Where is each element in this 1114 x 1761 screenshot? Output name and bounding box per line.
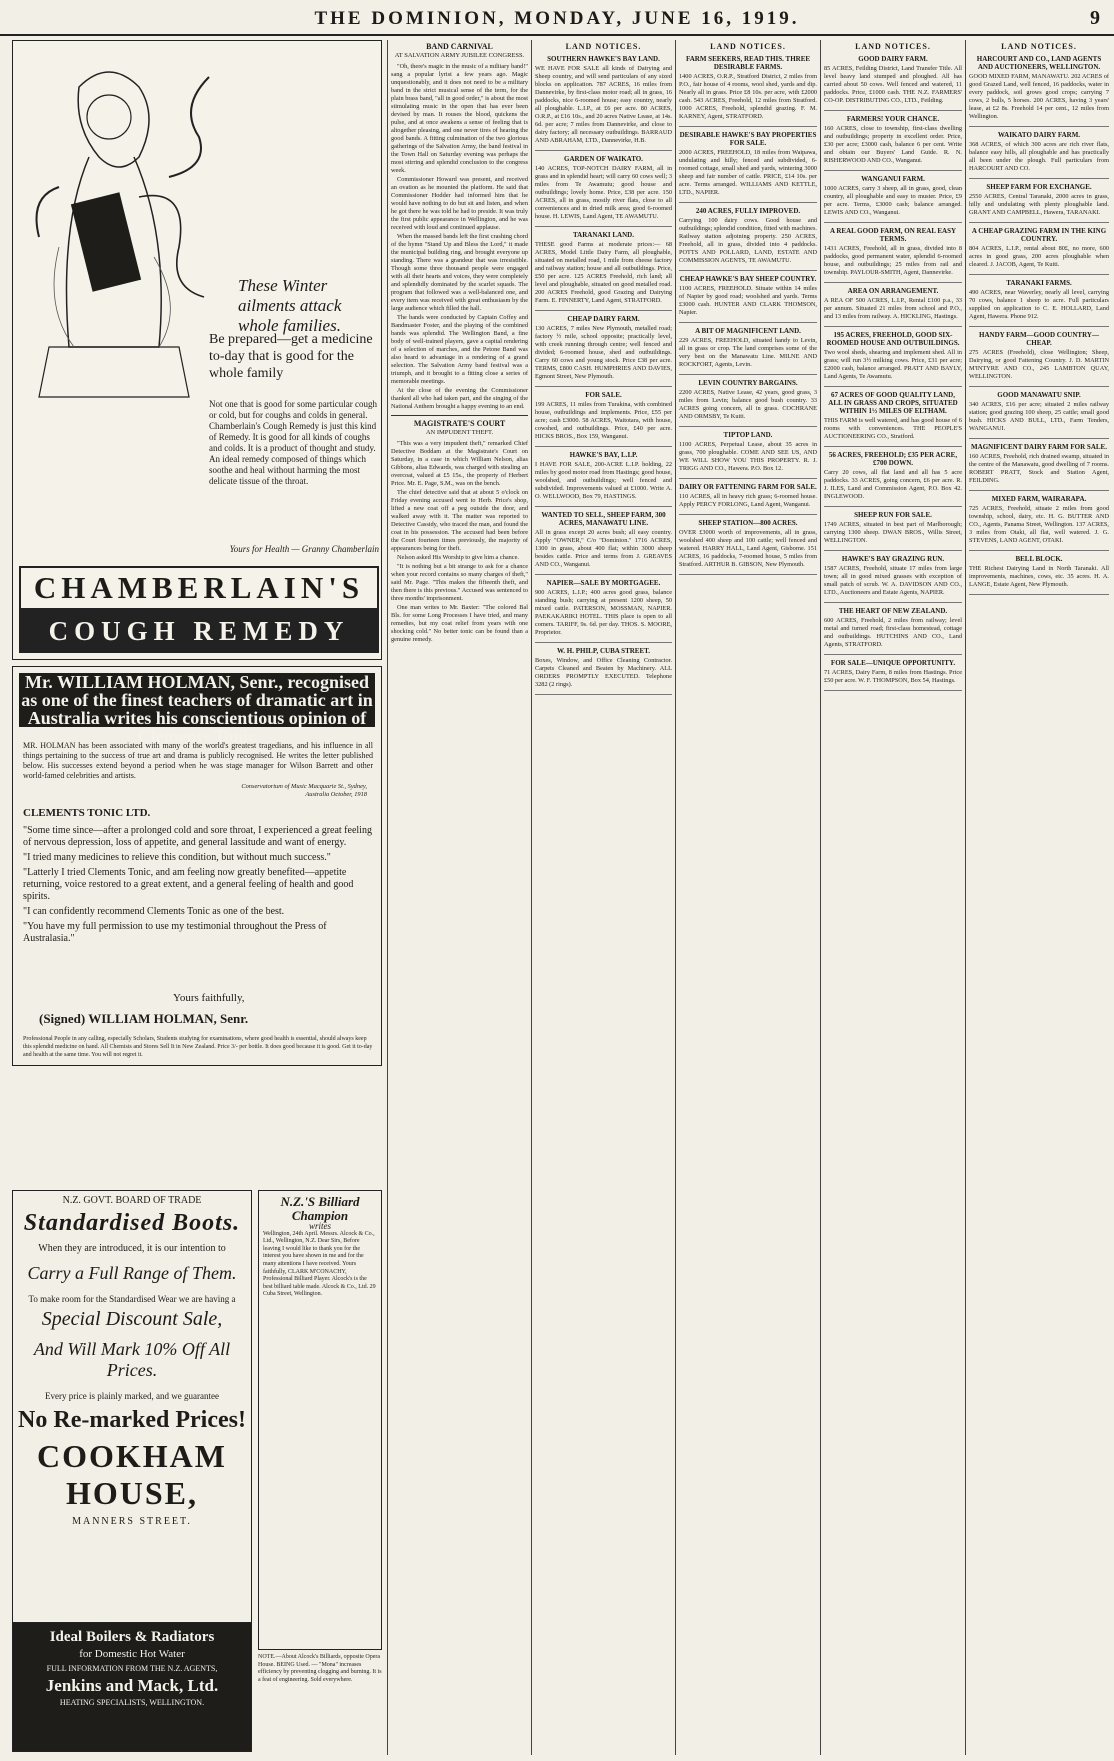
boots-line: When they are introduced, it is our intention to [38,1243,226,1254]
notice-body: 1400 ACRES, O.R.P., Stratford District, 2 miles from P.O., fair house of 4 rooms, wool shed, yards and dip. Nearly all in grass. Price £8 10s. per acre, with £2000 cash. 543 ACRES, Freehold, 12 miles from Stratford. 1000 ACRES, Freehold, splendid grazing. F. M. KARNEY, Agent, STRATFORD. [679,73,817,120]
land-notice [969,131,1109,179]
land-notice [824,115,962,171]
column-rule [965,40,966,1755]
chamberlain-body: Not one that is good for some particular cough or cold, but for coughs and colds in general. Chamberlain's Cough Remedy is just this kind of Remedy. It is good for all kinds of coughs and colds. It is a product of thought and study. An ideal remedy composed of things which soothe and heal without harming the most delicate tissue of the throat. [209,399,377,486]
land-notice [679,55,817,127]
boots-line: No Re-marked Prices! [18,1407,246,1433]
notice-body: 600 ACRES, Freehold, 2 miles from railway; level metal and turned road; first-class homestead, cottage and outbuildings. HUTCHINS AND CO., Land Agents, STRATFORD. [824,617,962,648]
notice-body: OVER £3000 worth of improvements, all in grass, woolshed 400 sheep and 100 cattle; well fenced and watered. HARRY HALL, Land Agent, Gisborne. 151 ACRES, 16 paddocks, 7-roomed house, 5 miles from Stratford. ARTHUR B. GIBSON, New Plymouth. [679,529,817,568]
article-paragraph: "This was a very impudent theft," remarked Chief Detective Boddam at the Magistrate's Court on Saturday, in a case in which William Nelson, alias Gibbons, alias Edwards, was charged with stealing an overcoat, valued at £5 15s., the property of Herbert Price. Mr. E. Page, S.M., was on the bench. [391,440,528,487]
notice-body: Boxes, Window, and Office Cleaning Contractor. Carpets Cleaned and Beaten by Machinery. ALL ORDERS PROMPTLY EXECUTED. Telephone 3282 (2 rings). [535,657,672,688]
notice-heading: HAWKE'S BAY GRAZING RUN. [841,555,945,563]
chamberlain-advertisement [12,40,382,660]
land-notice [969,555,1109,595]
page-number: 9 [1090,7,1100,29]
notice-body: Carrying 100 dairy cows. Good house and outbuildings; splendid condition, fitted with machines. Railway station adjoining property. 250 ACRES, Freehold, all in grass, divided into 4 paddocks. POTTS AND POLLARD, LAND, ESTATE AND COMMISSION AGENTS, TE AWAMUTU. [679,217,817,264]
land-notice [824,511,962,551]
land-notice [679,207,817,271]
notice-body: 490 ACRES, near Waverley, nearly all level, carrying 70 cows, balance 1 sheep to acre. Full particulars supplied on application to C. E. HOLLARD, Land Agent, Hawera. Phone 912. [969,289,1109,320]
article-paragraph: Commissioner Howard was present, and received an ovation as he mounted the platform. He said that Commissioner Hodder had informed him that he would have nothing to do but sit and listen, and when he got there he was told he had to preside. It was truly the first public appearance in Wellington, and he was received with loud and continued applause. [391,176,528,231]
column-rule [387,40,388,1755]
land-notice [969,227,1109,275]
notice-body: 160 ACRES, Freehold, rich drained swamp, situated in the centre of the Manawatu, good dwelling of 7 rooms. ROBERT PRATT, Stock and Station Agent, FEILDING. [969,453,1109,484]
clements-banner: Mr. WILLIAM HOLMAN, Senr., recognised as one of the finest teachers of dramatic art in Australia writes his conscientious opinion of Clements Tonic [19,673,375,727]
chamberlain-brand: CHAMBERLAIN'S [19,566,379,610]
land-notice [969,279,1109,327]
land-notice [824,227,962,283]
notice-body: 1587 ACRES, Freehold, situate 17 miles from large town; all in good mixed grasses with exception of small patch of scrub. W. A. DAVIDSON AND CO., LTD., Auctioneers and Estate Agents, NAPIER. [824,565,962,596]
notice-heading: SOUTHERN HAWKE'S BAY LAND. [547,55,660,63]
column-rule [531,40,532,1755]
land-notices-column [969,40,1109,1755]
notice-body: 368 ACRES, of which 300 acres are rich river flats, balance easy hills, all ploughable and has practically all been under the plough. Full particulars from HARCOURT AND CO. [969,141,1109,172]
notice-body: THIS FARM is well watered, and has good house of 6 rooms with conveniences. THE PEOPLE'S AUCTIONEERING CO., Stratford. [824,417,962,440]
boiler-line: HEATING SPECIALISTS, WELLINGTON. [59,1698,205,1707]
notice-body: THE Richest Dairying Land in North Taranaki. All improvements, machines, cows, etc. 35 acres. H. A. LANGE, Estate Agent, New Plymouth. [969,565,1109,588]
notice-body: 275 ACRES (Freehold), close Wellington; Sheep, Dairying, or good Fattening Country. J. D. MARTIN M'INTYRE AND CO., 245 LAMBTON QUAY, WELLINGTON. [969,349,1109,380]
notice-body: 85 ACRES, Feilding District, Land Transfer Title. All level heavy land stumped and ploughed. All has carried about 50 cows. Well fenced and watered, 11 paddocks. Price, £1000 cash. THE N.Z. FARMERS' CO-OP. DISTRIBUTING CO., LTD., Feilding. [824,65,962,104]
article-paragraph: At the close of the evening the Commissioner thanked all who had taken part, and the singing of the National Anthem brought a happy evening to an end. [391,387,528,410]
notice-heading: TIPTOP LAND. [723,431,773,439]
boots-line: N.Z. GOVT. BOARD OF TRADE [62,1195,202,1206]
notice-heading: 67 ACRES OF GOOD QUALITY LAND, ALL IN GRASS AND CROPS, SITUATED WITHIN 1½ MILES OF ELTHAM. [828,391,958,415]
boiler-company: Jenkins and Mack, Ltd. [45,1676,219,1695]
boots-line: Special Discount Sale, [41,1308,223,1330]
notice-body: 1000 ACRES, carry 3 sheep, all in grass, good, clean country, all ploughable and easy to muster. Price, £9 per acre. Terms, £3000 cash; balance arranged. LEWIS AND CO., Wanganui. [824,185,962,216]
land-notice [679,519,817,575]
column-rule [675,40,676,1755]
notice-heading: DAIRY OR FATTENING FARM FOR SALE. [679,483,817,491]
bottom-note: NOTE.—About Alcock's Billiards, opposite Opera House. BEING Used. — "Mona" increases efficiency by preventing clogging and burning. It is a feat of engineering. Sold everywhere. [258,1654,382,1683]
boiler-line: FULL INFORMATION FROM THE N.Z. AGENTS, [46,1664,218,1673]
notice-heading: MIXED FARM, WAIRARAPA. [991,495,1087,503]
notice-heading: FOR SALE. [585,391,622,399]
notice-body: 2200 ACRES, Native Lease, 42 years, good grass, 3 miles from Levin; balance good bush country. 33 ACRES going concern, all in grass. COCHRANE AND ORMSBY, Te Kuiti. [679,389,817,420]
notice-heading: WANTED TO SELL, SHEEP FARM, 300 ACRES, MANAWATU LINE. [541,511,666,527]
notice-body: 2000 ACRES, FREEHOLD, 18 miles from Waipawa, undulating and hilly; fenced and subdivided, 6-roomed cottage, small shed and yards, wintering 3000 sheep and fair number of cattle. PRICE, £14 10s. per acre. Terms arranged. WILLIAMS AND KETTLE, LTD., NAPIER. [679,149,817,196]
notice-body: 140 ACRES, TOP-NOTCH DAIRY FARM, all in grass and in splendid heart; will carry 60 cows well; 3 miles from Te Awamutu; good house and outbuildings; lovely home. Price, £38 per acre. 150 ACRES, all in grass, mostly river flats, close to all conveniences and in dried milk area; good 6-roomed house. H. LEWIS, Land Agent, TE AWAMUTU. [535,165,672,220]
boiler-advertisement [12,1622,252,1752]
notice-body: I HAVE FOR SALE, 200-ACRE L.I.P. holding, 22 miles by good motor road from Hastings; good house, woolshed, and outbuildings; well fenced and subdivided. Improvements valued at £1000. Write A. O. WELLWOOD, Box 79, HASTINGS. [535,461,672,500]
letter-paragraph: "You have my full permission to use my testimonial throughout the Press of Australasia." [23,921,327,944]
notice-heading: MAGNIFICENT DAIRY FARM FOR SALE. [971,443,1107,451]
notice-heading: TARANAKI LAND. [573,231,634,239]
land-notice [535,511,672,575]
article-paragraph: Nelson asked His Worship to give him a chance. [397,554,519,561]
section-divider [391,415,528,416]
chamberlain-headline: These Winter ailments attack whole families. [238,276,342,335]
notice-heading: NAPIER—SALE BY MORTGAGEE. [546,579,661,587]
notice-heading: THE HEART OF NEW ZEALAND. [838,607,948,615]
notice-heading: FOR SALE—UNIQUE OPPORTUNITY. [830,659,956,667]
land-notice [824,607,962,655]
notice-heading: WANGANUI FARM. [861,175,925,183]
notice-body: 110 ACRES, all in heavy rich grass; 6-roomed house. Apply PERCY FORLONG, Land Agent, Wanganui. [679,493,817,508]
clements-footer: Professional People in any calling, especially Scholars, Students studying for examinations, where good health is essential, should always keep this splendid medicine on hand. All Chemists and Stores Sell It in New Zealand. Price 3/- per bottle. It does good because it is good. Get it to-day and health at the same time. You will not regret it. [23,1036,373,1058]
notice-heading: 195 ACRES, FREEHOLD, GOOD SIX-ROOMED HOUSE AND OUTBUILDINGS. [826,331,960,347]
notice-heading: FARMERS! YOUR CHANCE. [846,115,940,123]
article-paragraph: "It is nothing but a bit strange to ask for a chance when your record contains so many charges of theft," said Mr. Page. "This makes the fifteenth theft, and then there is this previous." Accused was sentenced to three months' imprisonment. [391,563,528,602]
clements-intro: MR. HOLMAN has been associated with many of the world's greatest tragedians, and his influence in all things pertaining to the success of true art and drama is publicly recognised. He writes the letter published below. His successes extend beyond a period when he was stage manager for Wilson Barrett and other world-famed celebrities and artists. [23,741,373,780]
land-notice [535,231,672,311]
notice-heading: BELL BLOCK. [1015,555,1063,563]
notice-body: A REA OF 500 ACRES, L.I.P., Rental £100 p.a., 33 per annum. Situated 21 miles from school and P.O., and 13 miles from railway. A. HICKLING, Hastings. [824,297,962,320]
letter-paragraph: "Latterly I tried Clements Tonic, and am feeling now greatly benefited—appetite returning, voice restored to a great extent, and a general feeling of health and good spirits. [23,867,354,902]
notice-body: 160 ACRES, close to township, first-class dwelling and outbuildings; property in excellent order. Price, £30 per acre; £3000 cash, balance 6 per cent. Write and obtain our Buyers' Land Guide. R. N. RISHERWOOD AND CO., Wanganui. [824,125,962,164]
letter-paragraph: "I tried many medicines to relieve this condition, but without much success." [23,852,331,863]
article-paragraph: The bands were conducted by Captain Coffey and Bandmaster Foster, and the playing of the combined bands was splendid. The Wellington Band, a fine body of well-trained players, gave a capital rendering of a selection of marches, and the Petone Band was also heard to advantage in a rendering of a grand selection. The Salvation Army band festival was a triumph, and it brought to a fitting close a series of memorable meetings. [391,314,528,385]
land-notice [535,315,672,387]
land-notice [679,275,817,323]
land-notice [535,579,672,643]
notice-body: 340 ACRES, £16 per acre; situated 2 miles railway station; good grazing 100 sheep, 25 cattle; small good bush. HICKS AND BULL, LTD., Farm Tenders, WANGANUI. [969,401,1109,432]
land-notice [535,391,672,447]
notice-body: WE HAVE FOR SALE all kinds of Dairying and Sheep country, and will send particulars of any sized blocks on application. 787 ACRES, 16 miles from Dannevirke, by first-class motor road; all in grass, 16 paddocks, nice 6-roomed house; easy country, nearly all ploughable. L.I.P., at £6 per acre. 80 ACRES, O.R.P., at £16 10s., and 20 acres Native Lease, at 14s. 6d. per acre; 7 miles from Dannevirke, and close to dairy factory; all necessary outbuildings. BARRAUD AND ABRAHAM, LTD., Dannevirke, H.B. [535,65,672,144]
clements-signature: (Signed) WILLIAM HOLMAN, Senr. [39,1011,249,1026]
magistrates-court-article [391,420,528,644]
column-header: LAND NOTICES. [1001,42,1077,51]
column-header: LAND NOTICES. [855,42,931,51]
notice-body: 130 ACRES, 7 miles New Plymouth, metalled road; factory ½ mile, school opposite; practically level, with creek running through centre; well fenced and divided; 6-roomed house, shed and outbuildings. Carry 60 cows and young stock. Price £38 per acre. TERMS, £800 CASH. HUMPHRIES AND DAVIES, Egmont Street, New Plymouth. [535,325,672,380]
chamberlain-signoff: Yours for Health — Granny Chamberlain [229,544,379,554]
land-notices-column [535,40,672,1755]
notice-heading: HARCOURT AND CO., LAND AGENTS AND AUCTIONEERS, WELLINGTON. [976,55,1102,71]
land-notices-column [824,40,962,1755]
article-title: MAGISTRATE'S COURT [413,419,506,428]
land-notice [824,55,962,111]
letter-paragraph: "Some time since—after a prolonged cold and sore throat, I experienced a great feeling of nervous depression, loss of appetite, and general lassitude and want of energy. [23,825,372,848]
land-notice [969,443,1109,491]
notice-heading: W. H. PHILP, CUBA STREET. [556,647,651,655]
notice-body: Carry 20 cows, all flat land and all has 5 acre paddocks. 33 ACRES, going concern, £6 per acre. R. J. ILES, Land and Commission Agent, P.O. Box 42. INGLEWOOD. [824,469,962,500]
article-subtitle: AT SALVATION ARMY JUBILEE CONGRESS. [394,52,525,59]
notice-heading: CHEAP DAIRY FARM. [567,315,640,323]
land-notice [969,55,1109,127]
granny-illustration [19,47,215,407]
land-notice [535,155,672,227]
notice-heading: SHEEP STATION—800 ACRES. [698,519,798,527]
notice-heading: 56 ACRES, FREEHOLD; £35 PER ACRE, £700 DOWN. [828,451,958,467]
billiard-title: N.Z.'S Billiard Champion [280,1194,360,1223]
notice-heading: A REAL GOOD FARM, ON REAL EASY TERMS. [829,227,957,243]
boots-line: Carry a Full Range of Them. [27,1263,237,1283]
clements-company: CLEMENTS TONIC LTD. [23,807,151,819]
land-notice [679,431,817,479]
land-notice [969,183,1109,223]
news-column [391,40,528,1755]
clements-letter [23,825,373,948]
land-notice [535,55,672,151]
notice-body: THESE good Farms at moderate prices:— 68 ACRES, Model Little Dairy Farm, all ploughable, situated on metalled road, 1 mile from cheese factory and railway station; house and all outbuildings. Price, £50 per acre. 125 ACRES Freehold, rich land; all level and ploughable, situated on good metalled road. 200 ACRES Freehold, good Grazing and Dairying Farm. E. FINNERTY, Land Agent, STRATFORD. [535,241,672,304]
land-notice [969,495,1109,551]
notice-heading: GOOD DAIRY FARM. [858,55,928,63]
chamberlain-product: COUGH REMEDY [19,609,379,653]
column-header: LAND NOTICES. [565,42,642,51]
notice-body: 229 ACRES, FREEHOLD, situated handy to Levin, all in grass or crop. The land comprises some of the very best on the Manawatu Line. MILNE AND ROCKFORT, Agents, Levin. [679,337,817,368]
boots-line: To make room for the Standardised Wear we are having a [28,1294,236,1304]
notice-body: 1100 ACRES, FREEHOLD. Situate within 14 miles of Napier by good road; woolshed and yards. Terms £3000 cash. HUNTER AND CLARK THOMSON, Napier. [679,285,817,316]
article-paragraph: When the massed bands left the first crashing chord of the hymn "Stand Up and Bless the Lord," it made the municipal building ring, and brought everyone up standing. There was a grandeur that was irresistible. Though some three thousand people were engaged with all their hearts and voices, they were completely and splendidly dominated by the scarlet squads. The program that followed was a well-balanced one, and every item was received with great enthusiasm by the large audience which filled the hall. [391,233,528,312]
notice-body: 1431 ACRES, Freehold, all in grass, divided into 8 paddocks, good permanent water, splendid 6-roomed house, and outbuildings; 25 miles from rail and township. PAYLOUR-SMITH, Agent, Dannevirke. [824,245,962,276]
boots-store-name: COOKHAM HOUSE, [37,1438,227,1511]
band-carnival-article [391,43,528,411]
notice-body: 900 ACRES, L.I.P.; 400 acres good grass, balance standing bush; carrying at present 1200 sheep, 50 mixed cattle. PATERSON, MOSSMAN, NAPIER. PAEKAKARIKI HOTEL. THIS place is open to all comers. TARIFF, 9s. 6d. per day. THOS. S. MOORE, Proprietor. [535,589,672,636]
notice-heading: 240 ACRES, FULLY IMPROVED. [695,207,801,215]
notice-heading: WAIKATO DAIRY FARM. [997,131,1081,139]
land-notice [969,391,1109,439]
column-header: LAND NOTICES. [710,42,786,51]
notice-heading: HAWKE'S BAY, L.I.P. [569,451,638,459]
notice-heading: GARDEN OF WAIKATO. [564,155,643,163]
notice-body: 1749 ACRES, situated in best part of Marlborough; carrying 1300 sheep. DWAN BROS., Willis Street, WELLINGTON. [824,521,962,544]
masthead-title: THE DOMINION, MONDAY, JUNE 16, 1919. [314,8,800,29]
notice-body: 804 ACRES, L.I.P., rental about 80£, no more, 600 acres in good grass, 200 acres ploughable when cleared. J. JACOB, Agent, Te Kuiti. [969,245,1109,268]
notice-body: All in grass except 20 acres bush; all easy country. Apply "OWNER," C/o "Dominion." 1716 ACRES, 1300 in grass, about 400 flat; within 3000 sheep besides cattle. Price and terms from J. GREAVES AND CO., Wanganui. [535,529,672,568]
article-subtitle: AN IMPUDENT THEFT. [425,429,494,436]
article-paragraph: One man writes to Mr. Baxter: "The colored Bal Bls. for some Long Processes I have tried, and many remedies, but my coat relief from years with one shocking cold." No better tonic can be found than a genuine remedy. [391,604,528,643]
notice-heading: TARANAKI FARMS. [1006,279,1072,287]
notice-heading: A BIT OF MAGNIFICENT LAND. [695,327,801,335]
clements-yours: Yours faithfully, [173,992,245,1004]
boots-line: Every price is plainly marked, and we guarantee [45,1391,219,1401]
land-notice [679,327,817,375]
land-notices-column [679,40,817,1755]
masthead [0,0,1114,36]
notice-heading: DESIRABLE HAWKE'S BAY PROPERTIES FOR SALE. [679,131,817,147]
notice-body: 725 ACRES, Freehold, situate 2 miles from good township, school, dairy, etc. H. G. BUTTER AND CO., Agents, Panama Street, Wellington. 137 ACRES, 3 miles from Otaki, all flat, well watered. J. G. STEVENS, LAND AGENT, OTAKI. [969,505,1109,544]
land-notice [824,175,962,223]
column-rule [820,40,821,1755]
land-notice [679,483,817,515]
notice-body: 1100 ACRES, Perpetual Lease, about 35 acres in grass, 700 ploughable. COME AND SEE US, AND WE WILL SHOW YOU THIS PROPERTY. R. J. TRIGG AND CO., Hawera. P.O. Box 12. [679,441,817,472]
boots-line: And Will Mark 10% Off All Prices. [33,1339,231,1380]
boiler-headline: Ideal Boilers & Radiators [49,1629,215,1645]
land-notice [824,659,962,691]
notice-heading: CHEAP HAWKE'S BAY SHEEP COUNTRY. [679,275,817,283]
notice-heading: GOOD MANAWATU SNIP. [997,391,1081,399]
boots-store-address: MANNERS STREET. [72,1516,192,1527]
notice-heading: FARM SEEKERS, READ THIS. THREE DESIRABLE FARMS. [685,55,811,71]
notice-heading: SHEEP RUN FOR SALE. [854,511,932,519]
notice-heading: LEVIN COUNTRY BARGAINS. [698,379,798,387]
notice-heading: A CHEAP GRAZING FARM IN THE KING COUNTRY. [971,227,1107,243]
article-paragraph: The chief detective said that at about 5 o'clock on Friday evening accused went to Herb. Price's shop, lifted a new coat off a peg outside the door, and walked away with it. The matter was reported to Detective Cassidy, who traced the man, and found the coat in his possession. The accused had been before the Court fourteen times previously, the majority of appearances being for theft. [391,489,528,552]
billiard-text: Wellington, 24th April. Messrs. Alcock & Co., Ltd., Wellington, N.Z. Dear Sirs, Before leaving I would like to thank you for the interest you have shown in me and for the many attentions I have received. Yours faithfully, CLARK M'CONACHY, Professional Billiard Player. Alcock's is the best billiard table made. Alcock & Co., Ltd. 29 Cuba Street, Wellington. [263,1230,376,1298]
clements-conservatorium: Conservatorium of Music Macquarie St., Sydney, Australia October, 1918 [241,783,367,798]
land-notice [535,451,672,507]
notice-body: 2550 ACRES, Central Taranaki, 2000 acres in grass, hilly and undulating with plenty ploughable land. GRANT AND CAMPBELL, Hawera, TARANAKI. [969,193,1109,216]
notice-heading: HANDY FARM—GOOD COUNTRY—CHEAP. [979,331,1099,347]
billiard-subtitle: writes [308,1221,331,1231]
article-paragraph: "Oh, there's magic in the music of a military band!" sang a popular lyrist a few years ago. Magic unquestionably, and it does not need to be a military band in the strict musical sense of the term, for the plain brass band, "all in good order," is about the most stimulating music in the open that has ever been devised by man. It rouses the blood, quickens the pulse, and at once awakens a sense of feeling that is altogether pleasing, and one never tires of hearing the good bands. A fitting culmination of the two glorious gatherings of the Salvation Army, the band festival in the Town Hall on Saturday evening was perhaps the most stirring and splendid conclusion to the congress week. [391,63,528,174]
land-notice [824,287,962,327]
notice-heading: AREA ON ARRANGEMENT. [847,287,939,295]
land-notice [824,331,962,387]
land-notice [679,131,817,203]
article-title: BAND CARNIVAL [426,42,493,51]
clements-tonic-advertisement [12,666,382,1066]
notice-body: 199 ACRES, 11 miles from Turakina, with combined house, outbuildings and implements. Price, £55 per acre; cash £3000. 58 ACRES, Waitotara, with house, cowshed, and outbuildings. Price, £40 per acre. HICKS BROS., Box 159, Wanganui. [535,401,672,440]
notice-body: GOOD MIXED FARM, MANAWATU. 202 ACRES of good Grazed Land, well fenced, 16 paddocks, water in every paddock, soil grows good crops; carrying 7 cows, 2 bulls, 5 horses. 200 ACRES, having 3 years' lease, at £2 8s. Freehold 14 per cent., 12 miles from Wellington. [969,73,1109,120]
land-notice [679,379,817,427]
notice-heading: SHEEP FARM FOR EXCHANGE. [986,183,1092,191]
boots-headline: Standardised Boots. [23,1210,241,1236]
land-notice [824,451,962,507]
billiard-advertisement [258,1190,382,1650]
land-notice [535,647,672,695]
letter-paragraph: "I can confidently recommend Clements Tonic as one of the best. [23,906,285,917]
land-notice [969,331,1109,387]
notice-body: 71 ACRES, Dairy Farm, 8 miles from Hastings. Price £50 per acre. W. F. THOMPSON, Box 54, Hastings. [824,669,962,684]
notice-body: Two wool sheds, shearing and implement shed. All in grass; will run 3½ milking cows. Price, £31 per acre; £2000 cash, balance arranged. PRATT AND BAYLY, Land Agents, Te Awamutu. [824,349,962,380]
chamberlain-lead: Be prepared—get a medicine to-day that is good for the whole family [209,332,373,381]
land-notice [824,555,962,603]
land-notice [824,391,962,447]
boiler-line: for Domestic Hot Water [79,1648,185,1660]
